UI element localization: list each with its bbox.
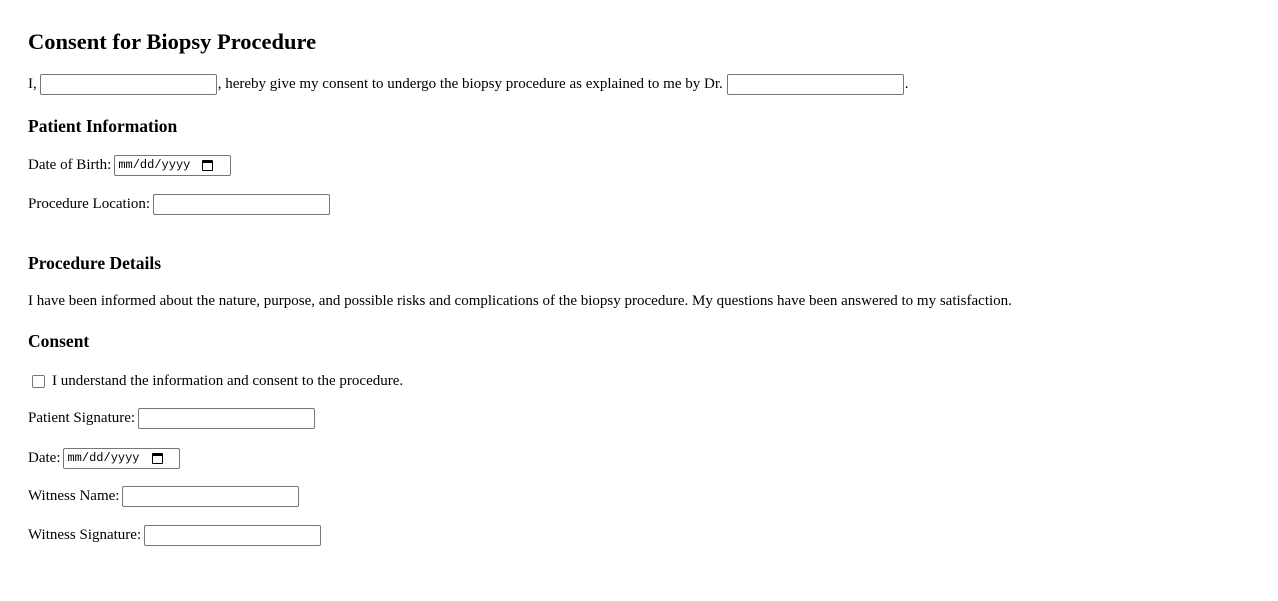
doctor-name-input[interactable]	[727, 74, 904, 95]
page-title: Consent for Biopsy Procedure	[28, 29, 317, 54]
witness-signature-label: Witness Signature:	[28, 527, 142, 543]
consent-checkbox-label: I understand the information and consent to the procedure.	[52, 373, 404, 389]
patient-info-heading: Patient Information	[28, 116, 178, 136]
calendar-icon[interactable]	[202, 160, 213, 171]
patient-signature-input[interactable]	[138, 408, 315, 429]
location-row	[28, 194, 333, 215]
consent-middle-text: , hereby give my consent to undergo the biopsy procedure as explained to me by Dr.	[217, 76, 723, 92]
witness-name-row	[28, 486, 302, 507]
dob-placeholder: mm/dd/yyyy	[118, 158, 191, 172]
procedure-details-heading: Procedure Details	[28, 253, 162, 273]
consent-checkbox[interactable]	[32, 375, 45, 388]
date-label: Date:	[28, 450, 61, 466]
patient-signature-label: Patient Signature:	[28, 410, 136, 426]
date-row	[28, 448, 183, 469]
dob-date-input[interactable]	[114, 155, 231, 176]
witness-name-input[interactable]	[122, 486, 299, 507]
procedure-details-text: I have been informed about the nature, purpose, and possible risks and complications of the biopsy procedure. My questions have been answered to my satisfaction.	[28, 293, 1012, 309]
consent-heading: Consent	[28, 331, 90, 351]
calendar-icon[interactable]	[152, 453, 163, 464]
consent-suffix: .	[904, 76, 909, 92]
procedure-location-input[interactable]	[153, 194, 330, 215]
consent-checkbox-row	[28, 371, 403, 392]
witness-signature-row	[28, 525, 324, 546]
patient-name-input[interactable]	[40, 74, 217, 95]
witness-name-label: Witness Name:	[28, 488, 120, 504]
dob-label: Date of Birth:	[28, 157, 112, 173]
consent-statement	[28, 74, 909, 95]
consent-date-input[interactable]	[63, 448, 180, 469]
witness-signature-input[interactable]	[144, 525, 321, 546]
location-label: Procedure Location:	[28, 196, 151, 212]
consent-prefix: I,	[28, 76, 37, 92]
patient-signature-row	[28, 408, 318, 429]
dob-row	[28, 155, 234, 176]
date-placeholder: mm/dd/yyyy	[67, 451, 140, 465]
